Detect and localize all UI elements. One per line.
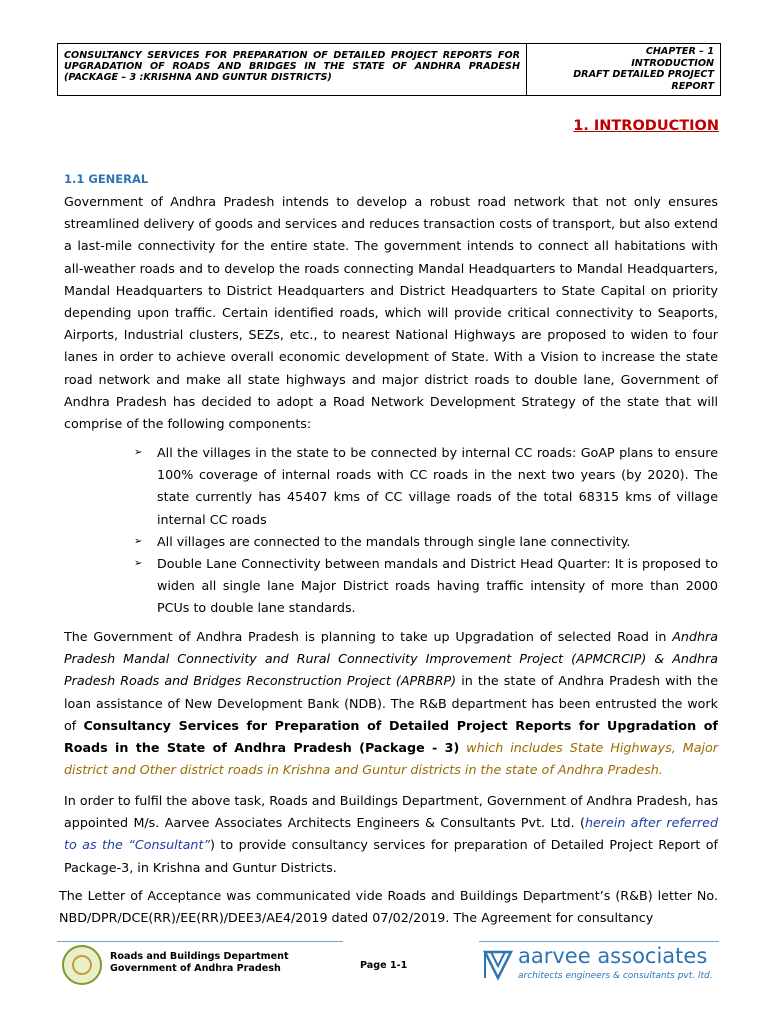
- footer-department: [110, 951, 289, 975]
- bullet-text: All the villages in the state to be connected by internal CC roads: GoAP plans to ensure 100% coverage of internal roads with CC roads in the next two years (by 2020). The state currently has 45407 kms of CC village roads of the total 68315 kms of village internal CC roads: [157, 445, 718, 527]
- footer-dept-line1: Roads and Buildings Department: [110, 951, 289, 962]
- paragraph-3: [64, 790, 718, 879]
- header-report-type: DRAFT DETAILED PROJECT: [573, 69, 714, 81]
- list-item: [134, 531, 718, 553]
- paragraph-2: [64, 626, 718, 781]
- arrow-bullet-icon: ➢: [134, 447, 143, 458]
- list-item: [134, 442, 718, 531]
- list-item: [134, 553, 718, 620]
- paragraph-2-text: The Government of Andhra Pradesh is planning to take up Upgradation of selected Road in: [64, 629, 673, 644]
- logo-name: aarvee associates: [518, 944, 708, 968]
- paragraph-3-text: ) to provide consultancy services for preparation of Detailed Project Report of Package-3, in Krishna and Guntur Districts.: [64, 837, 718, 875]
- consultancy-title: Consultancy Services for Preparation of Detailed Project Reports for Upgradation of Roads in the State of Andhra Pradesh (Package - 3): [64, 717, 718, 756]
- header-chapter-name: INTRODUCTION: [631, 57, 714, 69]
- footer-divider-right: [479, 941, 719, 942]
- chapter-title: 1. INTRODUCTION: [573, 118, 719, 134]
- footer-divider-left: [57, 941, 343, 942]
- page-header: [57, 43, 721, 96]
- consultant-definition: herein after referred to as the “Consultant”: [64, 815, 719, 853]
- bullet-text: All villages are connected to the mandals through single lane connectivity.: [157, 533, 631, 549]
- government-seal-icon: [62, 945, 102, 985]
- footer-dept-line2: Government of Andhra Pradesh: [110, 963, 281, 974]
- page-number: Page 1-1: [360, 960, 408, 971]
- header-project-title: CONSULTANCY SERVICES FOR PREPARATION OF DETAILED PROJECT REPORTS FOR UPGRADATION OF ROADS AND BRIDGES IN THE STATE OF ANDHRA PRADESH (PACKAGE – 3 :KRISHNA AND GUNTUR DISTRICTS): [58, 44, 527, 95]
- section-heading: 1.1 GENERAL: [64, 172, 149, 186]
- header-report-word: REPORT: [671, 80, 714, 92]
- project-names: Andhra Pradesh Mandal Connectivity and Rural Connectivity Improvement Project (APMCRCIP) & Andhra Pradesh Roads and Bridges Reconstruction Project (APRBRP): [64, 629, 718, 689]
- paragraph-4: The Letter of Acceptance was communicated vide Roads and Buildings Department’s (R&B) letter No. NBD/DPR/DCE(RR)/EE(RR)/DEE3/AE4/2019 dated 07/02/2019. The Agreement for consultancy: [59, 888, 718, 926]
- arrow-bullet-icon: ➢: [134, 535, 143, 547]
- logo-tagline: architects engineers & consultants pvt. ltd.: [518, 971, 713, 981]
- paragraph-3-text: In order to fulfil the above task, Roads and Buildings Department, Government of Andhra Pradesh, has appointed M/s. Aarvee Associates Architects Engineers & Consultants Pvt. Ltd. (: [64, 793, 718, 831]
- header-chapter: CHAPTER – 1: [645, 46, 714, 57]
- bullet-text: Double Lane Connectivity between mandals and District Head Quarter: It is proposed to widen all single lane Major District roads having traffic intensity of more than 2000 PCUs to double lane standards.: [157, 556, 718, 616]
- paragraph-1: Government of Andhra Pradesh intends to develop a robust road network that not only ensures streamlined delivery of goods and services and reduces transaction costs of transport, but also extend a last-mile connectivity for the entire state. The government intends to connect all habitations with all-weather roads and to develop the roads connecting Mandal Headquarters to Mandal Headquarters, Mandal Headquarters to District Headquarters and District Headquarters to State Capital on priority depending upon traffic. Certain identified roads, which will provide critical connectivity to Seaports, Airports, Industrial clusters, SEZs, etc., to nearest National Highways are proposed to widen to four lanes in order to achieve overall economic development of State. With a Vision to increase the state road network and make all state highways and major district roads to double lane, Government of Andhra Pradesh has decided to adopt a Road Network Development Strategy of the state that will comprise of the following components:: [64, 194, 718, 432]
- header-chapter-info: [527, 44, 720, 95]
- paragraph-2-text: in the state of Andhra Pradesh with the loan assistance of New Development Bank (NDB). The R&B department has been entrusted the work of: [64, 673, 719, 733]
- bullet-list: [134, 442, 718, 620]
- aarvee-logo: [482, 946, 722, 986]
- aarvee-logo-icon: [482, 948, 514, 982]
- arrow-bullet-icon: ➢: [134, 558, 143, 570]
- scope-note: which includes State Highways, Major district and Other district roads in Krishna and Guntur districts in the state of Andhra Pradesh.: [64, 740, 718, 778]
